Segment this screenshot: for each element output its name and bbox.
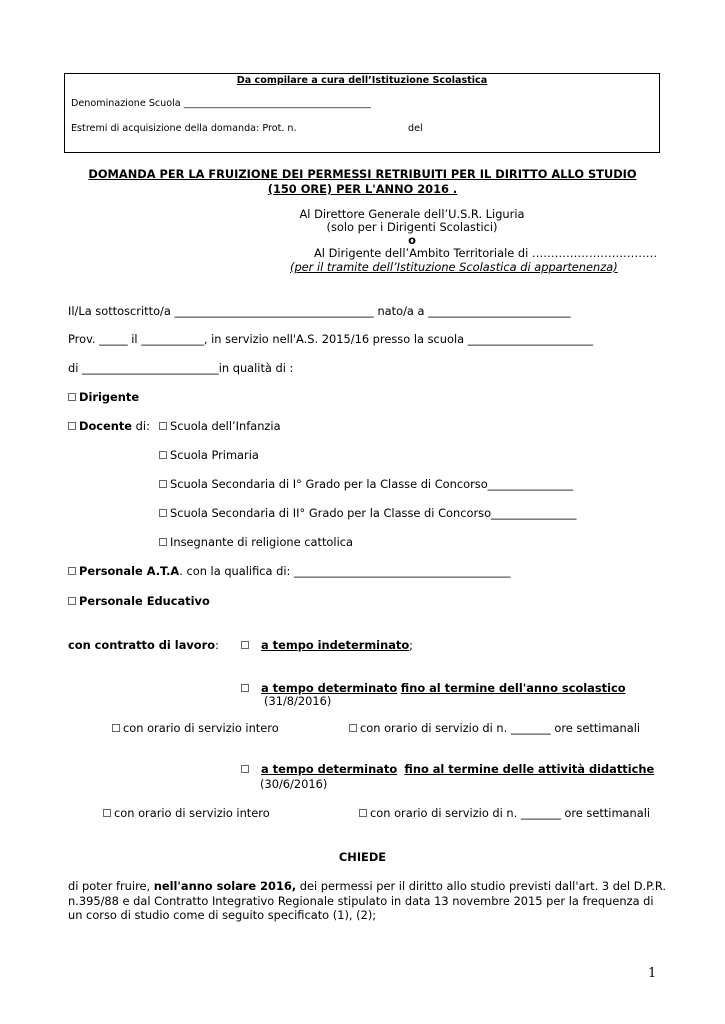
determinato-attivita-a: a tempo determinato [261, 762, 398, 776]
checkbox-ata[interactable] [68, 567, 76, 575]
checkbox-primaria[interactable] [159, 451, 167, 459]
option-orario-parziale-1[interactable] [349, 721, 640, 735]
checkbox-religione[interactable] [159, 538, 167, 546]
school-name-label [71, 98, 371, 109]
checkbox-determinato-attivita[interactable] [241, 765, 249, 773]
body-line1-a: di poter fruire, [68, 879, 154, 893]
ata-qualifica: . con la qualifica di: ______________________________________ [179, 564, 511, 578]
educativo-label: Personale Educativo [79, 594, 210, 608]
option-secondaria-2[interactable] [159, 506, 576, 520]
option-orario-parziale-2[interactable] [359, 806, 650, 820]
page-number: 1 [648, 966, 657, 981]
checkbox-secondaria-2[interactable] [159, 509, 167, 517]
body-line1 [68, 879, 666, 893]
primaria-label: Scuola Primaria [170, 448, 259, 462]
row-prov-date-school[interactable]: Prov. _____ il ___________, in servizio nell'A.S. 2015/16 presso la scuola ______________________ [68, 332, 594, 346]
option-orario-intero-1[interactable] [112, 721, 279, 735]
determinato-anno-date: (31/8/2016) [264, 694, 332, 708]
document-title-line2: (150 ORE) PER L'ANNO 2016 . [267, 182, 458, 196]
option-orario-intero-2[interactable] [103, 806, 270, 820]
acquisition-del: del [408, 123, 423, 134]
dirigente-label: Dirigente [79, 390, 140, 404]
infanzia-label: Scuola dell’Infanzia [170, 419, 281, 433]
acquisition-label: Estremi di acquisizione della domanda: Prot. n. [71, 123, 297, 134]
option-infanzia[interactable] [159, 419, 281, 433]
document-title-line1: DOMANDA PER LA FRUIZIONE DEI PERMESSI RETRIBUITI PER IL DIRITTO ALLO STUDIO [88, 167, 637, 181]
docente-di: di: [132, 419, 150, 433]
checkbox-orario-intero-1[interactable] [112, 724, 120, 732]
addressee-line4: Al Dirigente dell’Ambito Territoriale di …………………………… [314, 246, 658, 260]
determinato-anno-b: fino al termine dell'anno scolastico [400, 681, 626, 695]
orario-intero-2-label: con orario di servizio intero [114, 806, 270, 820]
school-name-blank[interactable]: _______________________________________ [183, 98, 371, 109]
orario-parziale-2-label: con orario di servizio di n. _______ ore settimanali [370, 806, 651, 820]
option-religione[interactable] [159, 535, 353, 549]
option-dirigente[interactable] [68, 390, 139, 404]
checkbox-docente[interactable] [68, 422, 76, 430]
checkbox-determinato-anno[interactable] [241, 684, 249, 692]
row-city-role[interactable]: di ________________________in qualità di : [68, 361, 294, 375]
determinato-attivita-b: fino al termine delle attività didattiche [404, 762, 655, 776]
religione-label: Insegnante di religione cattolica [170, 535, 353, 549]
option-ata[interactable] [68, 564, 510, 578]
contract-label [68, 638, 219, 652]
checkbox-orario-parziale-2[interactable] [359, 809, 367, 817]
secondaria-2-label: Scuola Secondaria di II° Grado per la Classe di Concorso_______________ [170, 506, 577, 520]
addressee-line1: Al Direttore Generale dell’U.S.R. Liguria [299, 207, 525, 221]
checkbox-secondaria-1[interactable] [159, 480, 167, 488]
orario-intero-1-label: con orario di servizio intero [123, 721, 279, 735]
contract-colon: : [215, 638, 219, 652]
body-line1-c: dei permessi per il diritto allo studio previsti dall'art. 3 del D.P.R. [296, 879, 666, 893]
addressee-or: o [408, 233, 416, 247]
indeterminato-label: a tempo indeterminato [261, 638, 410, 652]
determinato-anno-a: a tempo determinato [261, 681, 398, 695]
checkbox-infanzia[interactable] [159, 422, 167, 430]
option-educativo[interactable] [68, 594, 210, 608]
body-line3: un corso di studio come di seguito specificato (1), (2); [68, 908, 377, 922]
ata-label: Personale A.T.A [79, 564, 180, 578]
chiede-heading: CHIEDE [338, 850, 387, 864]
orario-parziale-1-label: con orario di servizio di n. _______ ore settimanali [360, 721, 641, 735]
option-secondaria-1[interactable] [159, 477, 573, 491]
body-line1-b: nell'anno solare 2016, [153, 879, 297, 893]
contract-text: con contratto di lavoro [68, 638, 216, 652]
row-name-birthplace[interactable]: Il/La sottoscritto/a ___________________________________ nato/a a _________________________ [68, 304, 571, 318]
checkbox-indeterminato[interactable] [241, 641, 249, 649]
checkbox-educativo[interactable] [68, 597, 76, 605]
option-docente[interactable] [68, 419, 150, 433]
checkbox-orario-parziale-1[interactable] [349, 724, 357, 732]
body-line2: n.395/88 e dal Contratto Integrativo Regionale stipulato in data 13 novembre 2015 per la frequenza di [68, 894, 654, 908]
determinato-attivita-date: (30/6/2016) [260, 777, 328, 791]
option-determinato-anno[interactable] [241, 681, 626, 695]
option-primaria[interactable] [159, 448, 259, 462]
option-determinato-attivita[interactable] [241, 762, 654, 776]
checkbox-orario-intero-2[interactable] [103, 809, 111, 817]
checkbox-dirigente[interactable] [68, 393, 76, 401]
school-name-text: Denominazione Scuola [71, 98, 181, 109]
docente-label: Docente [79, 419, 133, 433]
box-title: Da compilare a cura dell’Istituzione Scolastica [236, 75, 488, 86]
secondaria-1-label: Scuola Secondaria di I° Grado per la Classe di Concorso_______________ [170, 477, 574, 491]
addressee-line2: (solo per i Dirigenti Scolastici) [326, 220, 498, 234]
indeterminato-semicolon: ; [409, 638, 413, 652]
addressee-line5: (per il tramite dell’Istituzione Scolastica di appartenenza) [290, 260, 618, 274]
option-indeterminato[interactable] [241, 638, 413, 652]
